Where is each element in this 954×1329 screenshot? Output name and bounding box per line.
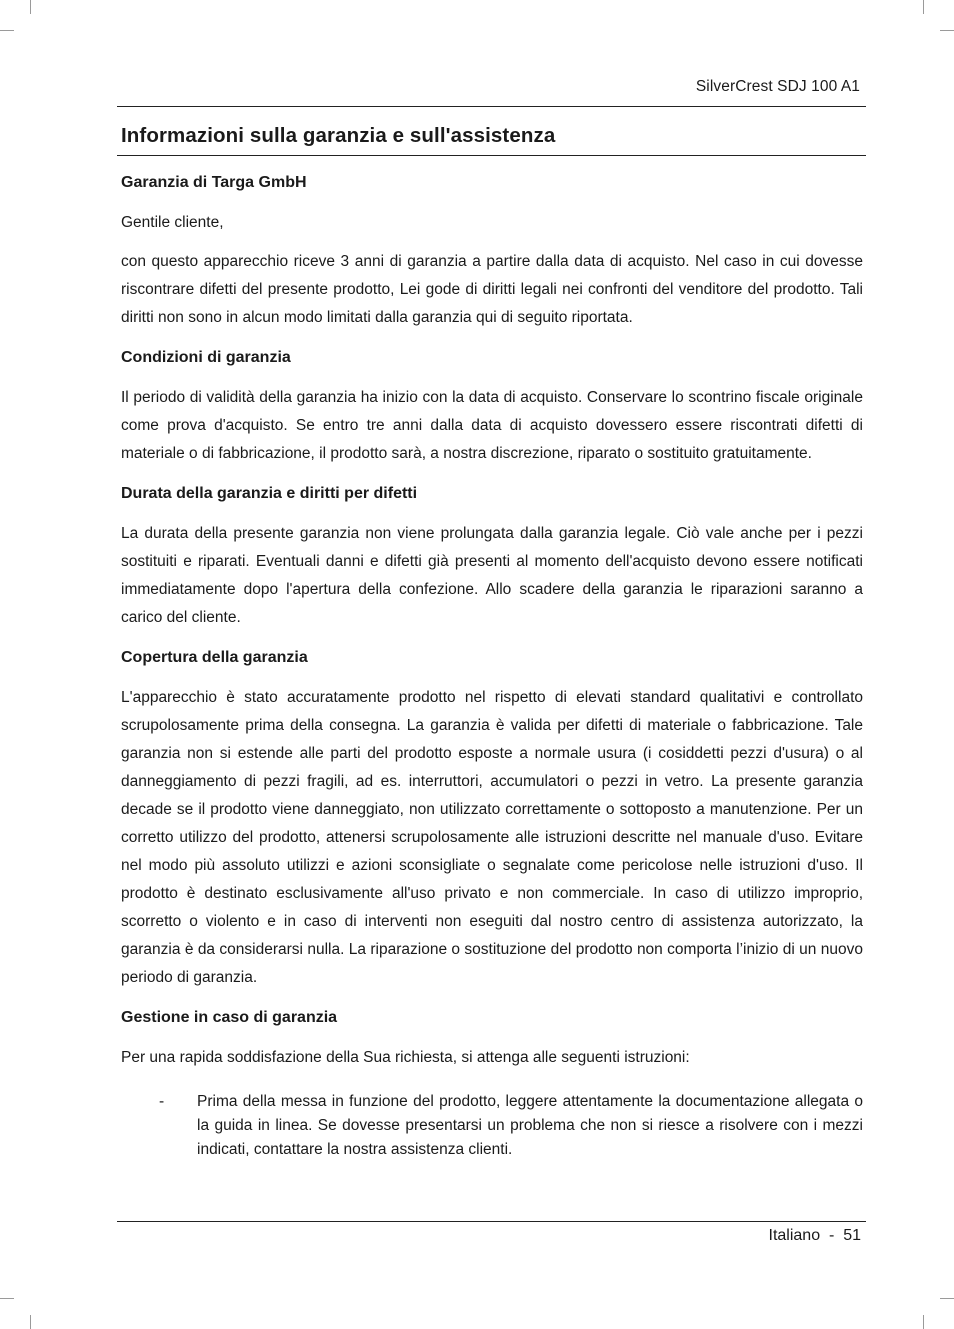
paragraph: Per una rapida soddisfazione della Sua richiesta, si attenga alle seguenti istruzioni: bbox=[121, 1049, 690, 1066]
list-item bbox=[121, 1090, 863, 1162]
running-header: SilverCrest SDJ 100 A1 bbox=[695, 78, 860, 95]
section-heading: Durata della garanzia e diritti per difetti bbox=[121, 485, 418, 502]
footer-rule bbox=[117, 1221, 866, 1222]
crop-mark bbox=[940, 1298, 954, 1299]
page-number: Italiano - 51 bbox=[768, 1227, 861, 1244]
document-body bbox=[121, 168, 863, 1162]
paragraph: L'apparecchio è stato accuratamente prodotto nel rispetto di elevati standard qualitativi e controllato scrupolosamente prima della consegna. La garanzia è valida per difetti di materiale o fabbricazione. Tale garanzia non si estende alle parti del prodotto esposte a normale usura (i cosiddetti pezzi d'usura) o al danneggiamento di pezzi fragili, ad es. interruttori, accumulatori o pezzi in vetro. La presente garanzia decade se il prodotto viene danneggiato, non utilizzato correttamente o sottoposto a manutenzione. Per un corretto utilizzo del prodotto, attenersi scrupolosamente alle istruzioni descritte nel manuale d'uso. Evitare nel modo più assoluto utilizzi e azioni sconsigliate o segnalate come pericolose nelle istruzioni d'uso. Il prodotto è destinato esclusivamente all'uso privato e non commerciale. In caso di utilizzo improprio, scorretto o violento e in caso di interventi non eseguiti dal nostro centro di assistenza autorizzato, la garanzia è da considerarsi nulla. La riparazione o sostituzione del prodotto non comporta l’inizio di un nuovo periodo di garanzia. bbox=[121, 689, 863, 986]
crop-mark bbox=[923, 1315, 924, 1329]
crop-mark bbox=[30, 1315, 31, 1329]
page-title: Informazioni sulla garanzia e sull'assistenza bbox=[121, 124, 556, 147]
section-heading: Gestione in caso di garanzia bbox=[121, 1009, 338, 1026]
crop-mark bbox=[0, 1298, 14, 1299]
paragraph: con questo apparecchio riceve 3 anni di garanzia a partire dalla data di acquisto. Nel caso in cui dovesse riscontrare difetti del presente prodotto, Lei gode di diritti legali nei confronti del venditore del prodotto. Tali diritti non sono in alcun modo limitati dalla garanzia qui di seguito riportata. bbox=[121, 253, 863, 326]
section-heading: Condizioni di garanzia bbox=[121, 349, 291, 366]
crop-mark bbox=[940, 30, 954, 31]
title-rule bbox=[117, 155, 866, 156]
crop-mark bbox=[0, 30, 14, 31]
list-item-text: Prima della messa in funzione del prodotto, leggere attentamente la documentazione allegata o la guida in linea. Se dovesse presentarsi un problema che non si riesce a risolvere con i mezzi indicati, contattare la nostra assistenza clienti. bbox=[197, 1093, 863, 1158]
paragraph: La durata della presente garanzia non viene prolungata dalla garanzia legale. Ciò vale anche per i pezzi sostituiti e riparati. Eventuali danni e difetti già presenti al momento dell'acquisto devono essere notificati immediatamente dopo l'apertura della confezione. Allo scadere della garanzia le riparazioni saranno a carico del cliente. bbox=[121, 525, 863, 626]
crop-mark bbox=[923, 0, 924, 14]
crop-mark bbox=[30, 0, 31, 14]
paragraph: Il periodo di validità della garanzia ha inizio con la data di acquisto. Conservare lo scontrino fiscale originale come prova d'acquisto. Se entro tre anni dalla data di acquisto dovessero essere riscontrati difetti di materiale o di fabbricazione, il prodotto sarà, a nostra discrezione, riparato o sostituito gratuitamente. bbox=[121, 389, 863, 462]
header-rule bbox=[117, 106, 866, 107]
section-heading: Garanzia di Targa GmbH bbox=[121, 174, 307, 191]
paragraph: Gentile cliente, bbox=[121, 214, 224, 231]
list-bullet: - bbox=[159, 1093, 165, 1110]
section-heading: Copertura della garanzia bbox=[121, 649, 308, 666]
